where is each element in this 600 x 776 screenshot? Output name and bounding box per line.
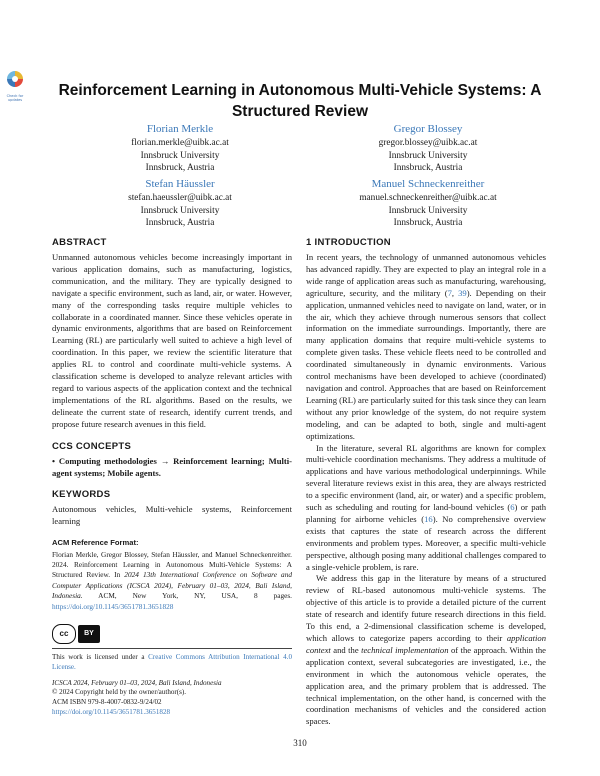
author-location: Innsbruck, Austria bbox=[393, 218, 463, 228]
abstract-text: Unmanned autonomous vehicles become increasingly important in various application domains, such as manufacturing, logistics, communication, and the military. They are typically designed to navigate a specific environment, such as land, air, or water. However, many of the corresponding tasks require multiple vehicles to collaborate in a coordinated manner. Since these vehicles operate in dynamic environments, algorithms that are based on Reinforcement Learning (RL) are particularly well suited to achieve a high level of coordination. In this paper, we review the scientific literature that applies RL to control and coordinate multi-vehicle systems. A classification scheme is developed to analyze relevant articles with regard to various aspects of the application context and the technical implementations of the RL algorithms. Based on the results, we delineate the current state of research, identify current trends, and propose future research avenues in this field. bbox=[52, 252, 292, 429]
intro-paragraph-3: We address this gap in the literature by means of a structured review of RL-based autonomous multi-vehicle systems. The objective of this article is to provide a detailed picture of the current state of research and identify future research directions in this field. To this end, a 2-dimensional classification scheme is developed, which allows to categorize papers according to their application context and the technical implementation of the approach. Within the application context, several subcategories are investigated, i.e., the environment in which the autonomous vehicle operates, the application area, and the primary problem that is addressed. The technical implementation, on the other hand, is concerned with the coordination mechanisms of vehicles and the considered action spaces. bbox=[306, 573, 546, 727]
author-email: florian.merkle@uibk.ac.at bbox=[131, 138, 229, 148]
acm-reference-publisher: ACM, New York, NY, USA, 8 pages. bbox=[82, 591, 292, 601]
license-copyright: © 2024 Copyright held by the owner/author(s). bbox=[52, 688, 187, 697]
author-location: Innsbruck, Austria bbox=[393, 163, 463, 173]
crossmark-icon bbox=[6, 70, 24, 90]
author-email: gregor.blossey@uibk.ac.at bbox=[378, 138, 478, 148]
author-affiliation: Innsbruck University bbox=[140, 205, 220, 216]
citation-link[interactable]: 7 bbox=[447, 287, 452, 298]
author-block bbox=[328, 122, 528, 175]
acm-reference-authors: Florian Merkle, Gregor Blossey, Stefan Häussler, and Manuel Schneckenreither. 2024. Reinforcement Learning in Autonomous Multi-Vehicle Systems: A Structured Review. In bbox=[52, 549, 292, 580]
abstract-heading: ABSTRACT bbox=[52, 237, 107, 248]
author-block bbox=[328, 177, 528, 230]
author-name[interactable]: Manuel Schneckenreither bbox=[371, 178, 485, 190]
author-name[interactable]: Florian Merkle bbox=[146, 123, 214, 135]
license-isbn: ACM ISBN 979-8-4007-0832-9/24/02 bbox=[52, 698, 162, 707]
acm-reference bbox=[52, 538, 292, 612]
author-name[interactable]: Gregor Blossey bbox=[393, 123, 463, 135]
by-icon: BY bbox=[78, 625, 100, 643]
logo-line-2: updates bbox=[7, 97, 23, 102]
ccs-text: • Computing methodologies → Reinforcement learning; Multi-agent systems; Mobile agents. bbox=[52, 455, 292, 478]
author-block bbox=[80, 122, 280, 175]
introduction-heading: 1 INTRODUCTION bbox=[306, 237, 391, 248]
license-venue: ICSCA 2024, February 01–03, 2024, Bali Island, Indonesia bbox=[52, 678, 222, 687]
author-location: Innsbruck, Austria bbox=[145, 163, 215, 173]
keywords-heading: KEYWORDS bbox=[52, 489, 111, 501]
abstract-section bbox=[52, 237, 292, 431]
license-doi-link[interactable]: https://doi.org/10.1145/3651781.3651828 bbox=[52, 708, 171, 717]
author-block bbox=[80, 177, 280, 230]
keywords-section bbox=[52, 489, 292, 528]
cc-by-badge[interactable] bbox=[52, 624, 292, 644]
ccs-section bbox=[52, 441, 292, 480]
author-email: stefan.haeussler@uibk.ac.at bbox=[128, 193, 232, 203]
author-location: Innsbruck, Austria bbox=[145, 218, 215, 228]
license-divider bbox=[52, 648, 292, 649]
intro-paragraph-2: In the literature, several RL algorithms are known for complex multi-vehicle coordination mechanisms. They address a multitude of applications and have various methodological underpinnings. While several literature reviews exist in this area, they are always restricted to a specific environment (land, air, or water) and a specific problem, such as scheduling and routing for land-bound vehicles (6) or path planning for airborne vehicles (16). No comprehensive overview exists that captures the state of research across the different environments and problem types. Moreover, a specific multi-vehicle perspective, although posing many additional challenges compared to a single-vehicle problem, is rare. bbox=[306, 442, 546, 572]
page-number: 310 bbox=[293, 738, 307, 748]
ccs-heading: CCS CONCEPTS bbox=[52, 440, 132, 452]
author-name[interactable]: Stefan Häussler bbox=[145, 178, 215, 190]
left-column bbox=[52, 237, 292, 718]
license-block bbox=[52, 653, 292, 718]
citation-link[interactable]: 16 bbox=[424, 513, 433, 524]
acm-reference-doi-link[interactable]: https://doi.org/10.1145/3651781.3651828 bbox=[52, 601, 174, 611]
logo-line-1: Check for bbox=[6, 94, 24, 98]
keywords-text: Autonomous vehicles, Multi-vehicle systems, Reinforcement learning bbox=[52, 504, 292, 527]
author-email: manuel.schneckenreither@uibk.ac.at bbox=[359, 193, 497, 203]
cc-icon: cc bbox=[52, 624, 76, 644]
acm-reference-heading: ACM Reference Format: bbox=[52, 538, 139, 548]
paper-title: Reinforcement Learning in Autonomous Multi-Vehicle Systems: A Structured Review bbox=[58, 82, 542, 120]
license-link[interactable]: Creative Commons Attribution International 4.0 License. bbox=[52, 653, 292, 671]
intro-paragraph-1: In recent years, the technology of unmanned autonomous vehicles has advanced rapidly. They are expected to play an integral role in a wide range of application areas such as manufacturing, warehousing, agriculture, security, and the military (7, 39). Depending on their application, unmanned vehicles need to navigate on land, water, or in the air, which they achieve through numerous sensors that collect information on the immediate surroundings. Importantly, there are many application domains that require multi-vehicle systems to complete given tasks. These vehicle fleets need to be controlled and coordinated simultaneously in dynamic environments. Various control mechanisms have been developed to achieve (coordinated) navigation and control. Approaches that are based on Reinforcement Learning (RL) are particularly suited for this task since they can learn without any prior knowledge of the system, do not require system modeling, and can be adapted to both, single and multi-agent optimizations. bbox=[306, 252, 546, 441]
author-affiliation: Innsbruck University bbox=[388, 205, 468, 216]
author-affiliation: Innsbruck University bbox=[388, 150, 468, 161]
author-affiliation: Innsbruck University bbox=[140, 150, 220, 161]
license-text: This work is licensed under a bbox=[52, 653, 149, 662]
check-for-updates-logo[interactable] bbox=[3, 70, 27, 102]
right-column bbox=[306, 237, 546, 728]
acm-reference-venue: 2024 13th International Conference on Software and Computer Applications (ICSCA 2024), February 01–03, 2024, Bali Island, Indonesia. bbox=[52, 570, 292, 601]
citation-link[interactable]: 39 bbox=[458, 287, 467, 298]
citation-link[interactable]: 6 bbox=[510, 502, 515, 513]
